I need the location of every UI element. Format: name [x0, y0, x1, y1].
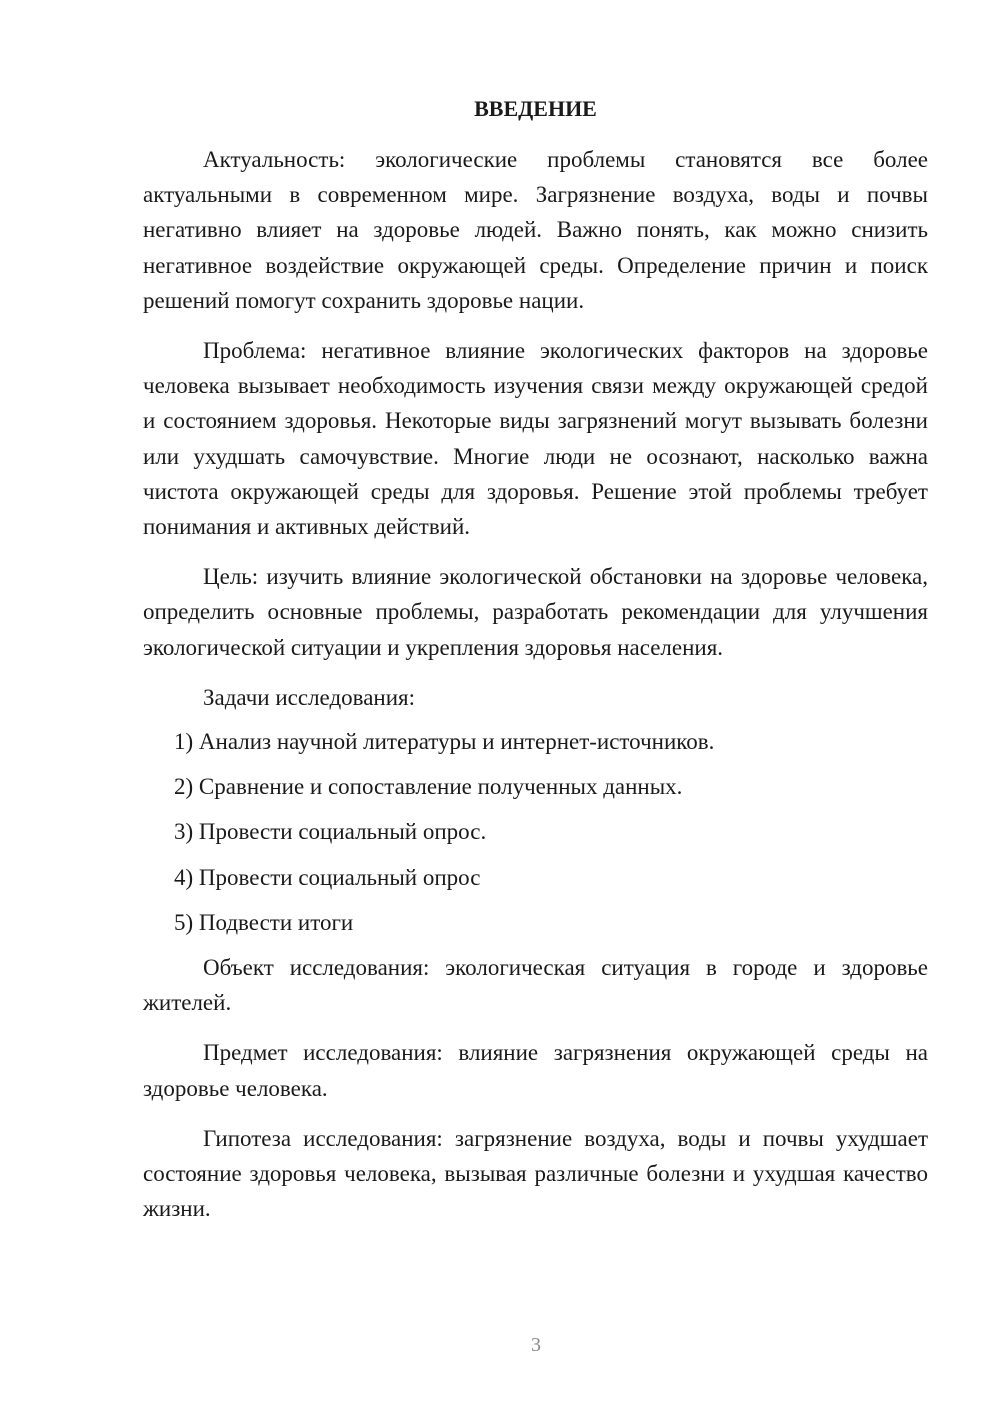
- paragraph-goal: Цель: изучить влияние экологической обстановки на здоровье человека, определить основные проблемы, разработать рекомендации для улучшения экологической ситуации и укрепления здоровья населения.: [143, 564, 928, 660]
- task-item: 4) Провести социальный опрос: [174, 864, 481, 890]
- paragraph-object: Объект исследования: экологическая ситуация в городе и здоровье жителей.: [143, 955, 928, 1016]
- task-item: 1) Анализ научной литературы и интернет-источников.: [174, 729, 715, 755]
- task-list: [143, 724, 928, 940]
- task-item: 3) Провести социальный опрос.: [174, 819, 487, 845]
- paragraph-problem: Проблема: негативное влияние экологических факторов на здоровье человека вызывает необходимость изучения связи между окружающей средой и состоянием здоровья. Некоторые виды загрязнений могут вызывать болезни или ухудшать самочувствие. Многие люди не осознают, насколько важна чистота окружающей среды для здоровья. Решение этой проблемы требует понимания и активных действий.: [143, 338, 928, 540]
- page-content: [143, 91, 928, 1241]
- tasks-heading: Задачи исследования:: [203, 684, 416, 710]
- paragraph-relevance: Актуальность: экологические проблемы становятся все более актуальными в современном мире. Загрязнение воздуха, воды и почвы негативно влияет на здоровье людей. Важно понять, как можно снизить негативное воздействие окружающей среды. Определение причин и поиск решений помогут сохранить здоровье нации.: [143, 147, 928, 313]
- paragraph-subject: Предмет исследования: влияние загрязнения окружающей среды на здоровье человека.: [143, 1040, 928, 1101]
- task-item: 5) Подвести итоги: [174, 909, 354, 935]
- task-item: 2) Сравнение и сопоставление полученных данных.: [174, 774, 683, 800]
- paragraph-hypothesis: Гипотеза исследования: загрязнение воздуха, воды и почвы ухудшает состояние здоровья человека, вызывая различные болезни и ухудшая качество жизни.: [143, 1125, 928, 1222]
- page-number: 3: [531, 1334, 541, 1356]
- section-title: ВВЕДЕНИЕ: [474, 96, 597, 121]
